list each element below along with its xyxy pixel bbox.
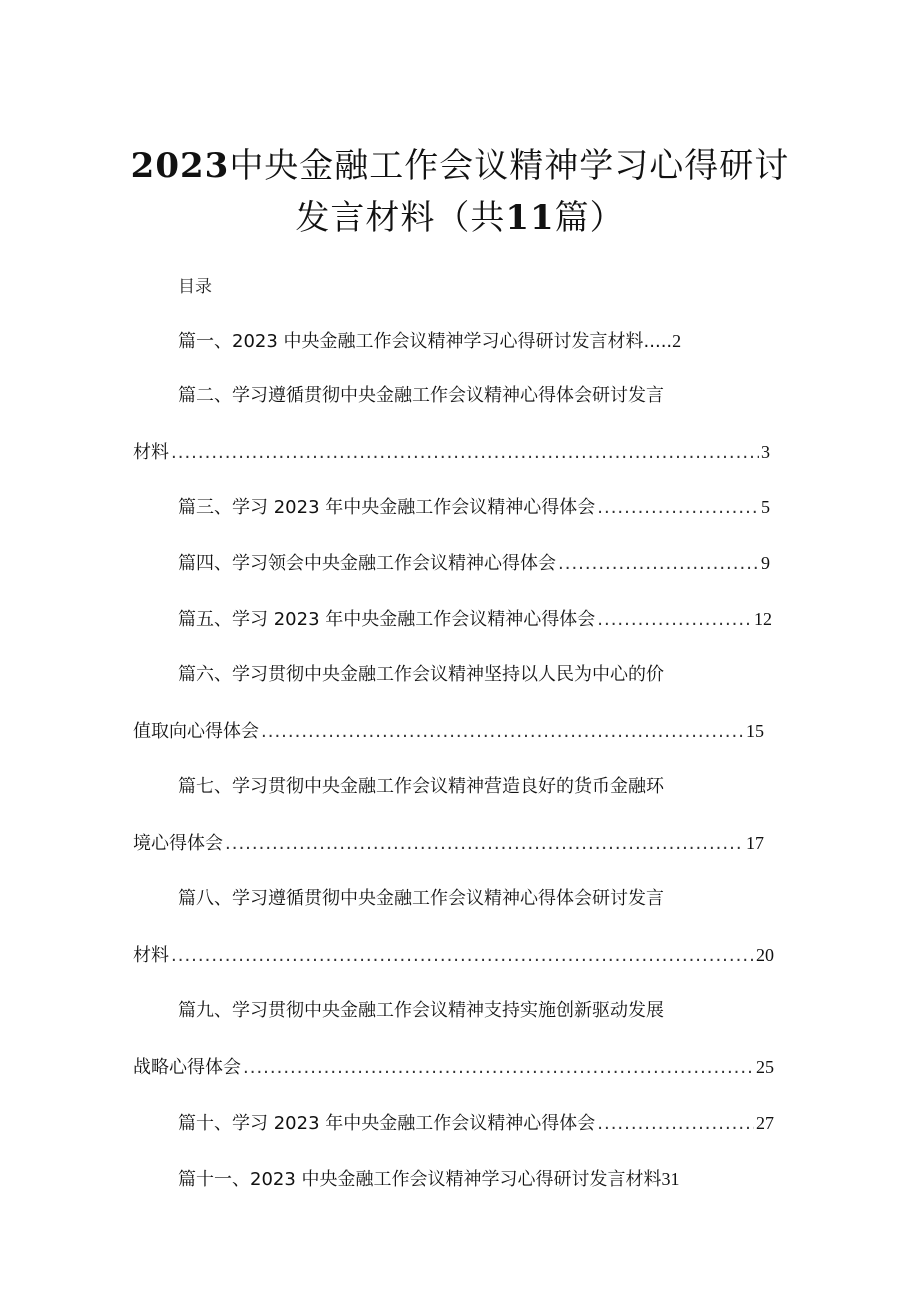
leader-dots [597, 1111, 754, 1137]
title-text: 中央金融工作会议精神学习心得研讨 [229, 146, 790, 186]
toc-entry-4[interactable] [178, 550, 770, 576]
toc-entry-page: 17 [746, 833, 764, 853]
toc-entry-11[interactable] [178, 1166, 680, 1192]
toc-entry-page: 2 [672, 331, 682, 351]
toc-entry-8-cont[interactable] [133, 942, 774, 968]
toc-entry-7-cont[interactable] [133, 830, 764, 856]
title-pre: 发言材料（共 [295, 198, 506, 238]
title-count: 11 [505, 198, 555, 238]
leader-dots [171, 943, 754, 969]
toc-entry-text: 篇三、学习 2023 年中央金融工作会议精神心得体会 [178, 497, 596, 518]
toc-entry-text: 篇十、学习 2023 年中央金融工作会议精神心得体会 [178, 1113, 596, 1134]
toc-entry-6-cont[interactable] [133, 718, 764, 744]
toc-entry-3[interactable] [178, 494, 770, 520]
toc-entry-text: 篇十一、2023 中央金融工作会议精神学习心得研讨发言材料 [178, 1169, 662, 1190]
toc-entry-text: 篇九、学习贯彻中央金融工作会议精神支持实施创新驱动发展 [178, 1000, 664, 1021]
toc-entry-9-cont[interactable] [133, 1054, 774, 1080]
toc-entry-page: 27 [756, 1113, 774, 1133]
toc-entry-page: 15 [746, 721, 764, 741]
toc-entry-text: 篇四、学习领会中央金融工作会议精神心得体会 [178, 553, 556, 574]
toc-entry-page: 25 [756, 1057, 774, 1077]
toc-entry-10[interactable] [178, 1110, 774, 1136]
toc-entry-text: 篇二、学习遵循贯彻中央金融工作会议精神心得体会研讨发言 [178, 385, 664, 406]
toc-entry-text-cont: 值取向心得体会 [133, 721, 259, 742]
toc-entry-text: 篇八、学习遵循贯彻中央金融工作会议精神心得体会研讨发言 [178, 888, 664, 909]
leader-dots [597, 607, 752, 633]
toc-entry-text-cont: 战略心得体会 [133, 1057, 241, 1078]
toc-entry-7[interactable] [178, 774, 664, 800]
title-post: 篇） [554, 198, 625, 238]
leader-dots [225, 831, 744, 857]
leader-dots [171, 440, 759, 466]
toc-entry-text-cont: 材料 [133, 945, 169, 966]
toc-entry-8[interactable] [178, 886, 664, 912]
toc-entry-text-cont: 材料 [133, 442, 169, 463]
toc-entry-page: 31 [661, 1169, 680, 1189]
toc-entry-6[interactable] [178, 662, 664, 688]
toc-entry-2-cont[interactable] [133, 439, 770, 465]
toc-entry-page: 12 [754, 609, 772, 629]
leader-dots [558, 551, 759, 577]
toc-entry-text: 篇五、学习 2023 年中央金融工作会议精神心得体会 [178, 609, 596, 630]
toc-heading: 目录 [178, 277, 212, 297]
toc-entry-2[interactable] [178, 383, 664, 409]
toc-entry-1[interactable] [178, 328, 681, 354]
toc-entry-page: 20 [756, 945, 774, 965]
toc-entry-text: 篇六、学习贯彻中央金融工作会议精神坚持以人民为中心的价 [178, 664, 664, 685]
toc-entry-text-cont: 境心得体会 [133, 833, 223, 854]
leader-dots [597, 495, 759, 521]
document-title-line-1 [0, 138, 920, 187]
toc-entry-page: 5 [761, 497, 770, 517]
toc-entry-5[interactable] [178, 606, 772, 632]
toc-entry-page: 3 [761, 442, 770, 462]
leader-dots [261, 719, 744, 745]
document-title-line-2 [0, 190, 920, 239]
title-year: 2023 [130, 146, 230, 186]
toc-entry-text: 篇七、学习贯彻中央金融工作会议精神营造良好的货币金融环 [178, 776, 664, 797]
toc-entry-text: 篇一、2023 中央金融工作会议精神学习心得研讨发言材料..... [178, 331, 673, 352]
leader-dots [243, 1055, 754, 1081]
toc-entry-page: 9 [761, 553, 770, 573]
toc-entry-9[interactable] [178, 998, 664, 1024]
